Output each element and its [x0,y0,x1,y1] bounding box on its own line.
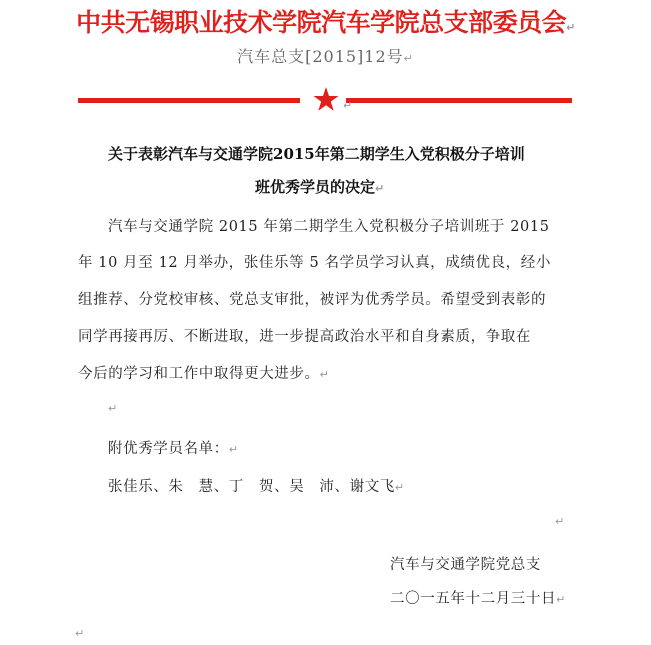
body-line-2: 年 10 月至 12 月举办，张佳乐等 5 名学员学习认真，成绩优良，经小 [78,255,551,271]
paragraph-mark: ↵ [394,481,405,494]
paragraph-mark: ↵ [556,593,566,606]
body-line-3: 组推荐、分党校审核、党总支审批，被评为优秀学员。希望受到表彰的 [78,292,547,308]
red-rule-left [78,98,300,103]
document-heading-line-1: 关于表彰汽车与交通学院2015年第二期学生入党积极分子培训 [108,145,525,163]
honoree-names: 张佳乐、朱 慧、丁 贺、吴 沛、谢文飞↵ [108,479,405,495]
honoree-list-label: 附优秀学员名单：↵ [108,441,239,457]
body-line-4: 同学再接再厉、不断进取，进一步提高政治水平和自身素质，争取在 [78,329,531,345]
paragraph-mark: ↵ [108,402,118,415]
paragraph-mark: ↵ [343,99,353,112]
document-heading-line-2: 班优秀学员的决定↵ [255,178,385,196]
body-line-1: 汽车与交通学院 2015 年第二期学生入党积极分子培训班于 2015 [108,219,550,235]
red-rule-right [346,98,572,103]
paragraph-mark: ↵ [319,368,330,381]
paragraph-mark: ↵ [566,21,575,34]
signature-date: 二〇一五年十二月三十日↵ [390,591,566,607]
paragraph-mark: ↵ [403,52,414,65]
body-line-5: 今后的学习和工作中取得更大进步。↵ [78,366,330,382]
signature-organization: 汽车与交通学院党总支 [390,557,541,573]
paragraph-mark: ↵ [228,443,239,456]
issuing-authority-title: 中共无锡职业技术学院汽车学院总支部委员会↵ [76,8,575,37]
document-number: 汽车总支[2015]12号↵ [237,47,414,66]
paragraph-mark: ↵ [375,182,385,195]
paragraph-mark: ↵ [75,627,85,640]
paragraph-mark: ↵ [555,515,565,528]
red-star-icon [313,86,339,112]
